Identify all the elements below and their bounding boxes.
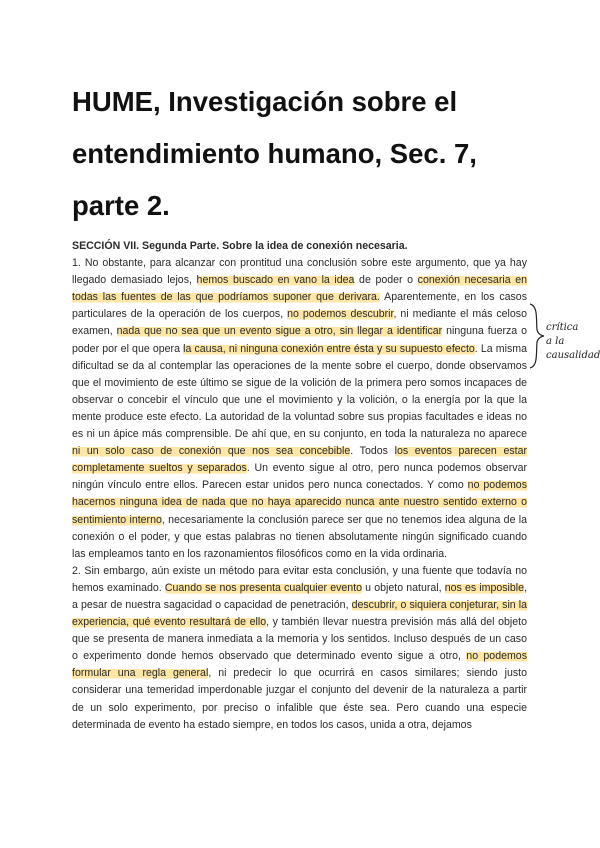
document-body xyxy=(72,238,527,734)
margin-note-line-3: causalidad xyxy=(546,350,600,361)
highlighted-text: no podemos formular una regla general xyxy=(72,650,527,680)
text-segment: , ni mediante el más celoso examen, xyxy=(72,308,527,338)
highlighted-text: Cuando se nos presenta cualquier evento xyxy=(164,581,363,594)
text-segment: , a pesar de nuestra sagacidad o capacidad de penetración, xyxy=(72,581,528,611)
highlighted-text: hemos buscado en vano la idea xyxy=(196,274,355,287)
text-segment: . La misma dificultad se da al contemplar las operaciones de la mente sobre el cuerpo, donde observamos que el movimiento de este último se sigue de la volición de la primera pero somos incapaces de observar o concebir el vínculo que une el movimiento y la volición, o la energía por la que la mente produce este efecto. La autoridad de la voluntad sobre sus propias facultades e ideas no es ni un ápice más comprensible. De ahí que, en su conjunto, en toda la naturaleza no aparece xyxy=(72,342,527,441)
margin-note-line-1: crítica xyxy=(546,322,579,333)
highlighted-text: descubrir, o siquiera conjeturar, sin la experiencia, qué evento resultará de ello xyxy=(72,598,527,629)
text-segment: . Un evento sigue al otro, pero nunca podemos observar ningún vínculo entre ellos. Parecen estar unidos pero nunca conectados. Y como xyxy=(72,462,527,492)
highlighted-text: los eventos parecen estar completamente sueltos y separados xyxy=(72,445,527,475)
highlighted-text: ni un solo caso de conexión que nos sea concebible xyxy=(72,445,351,458)
highlighted-text: la causa, ni ninguna conexión entre ésta y su supuesto efecto xyxy=(183,342,475,355)
text-segment: Aparentemente, en los casos particulares de la operación de los cuerpos, xyxy=(72,291,527,321)
highlighted-text: conexión necesaria en todas las fuentes de las que podríamos suponer que derivara. xyxy=(72,274,527,304)
highlighted-text: no podemos hacernos ninguna idea de nada que no haya aparecido nunca ante nuestro sentido externo o sentimiento interno xyxy=(72,479,527,526)
paragraph xyxy=(72,563,527,734)
text-segment: , necesariamente la conclusión parece ser que no tenemos idea alguna de la conexión o el poder, y que estas palabras no tienen absolutamente ningún significado cuando las empleamos tanto en los razonamientos filosóficos como en la vida ordinaria. xyxy=(72,513,527,560)
section-heading: SECCIÓN VII. Segunda Parte. Sobre la idea de conexión necesaria. xyxy=(72,240,408,252)
highlighted-text: nada que no sea que un evento sigue a otro, sin llegar a identificar xyxy=(116,325,443,338)
highlighted-text: no podemos descubrir xyxy=(287,308,394,321)
text-segment: de poder o xyxy=(354,274,418,287)
highlighted-text: nos es imposible xyxy=(444,581,525,594)
handwritten-margin-note xyxy=(528,300,600,372)
text-segment: ninguna fuerza o poder por el que opera xyxy=(72,325,528,355)
text-segment: . Todos xyxy=(350,445,395,458)
margin-note-line-2: a la xyxy=(546,336,565,347)
text-segment: , ni predecir lo que ocurrirá en casos similares; siendo justo considerar una temeridad imperdonable juzgar el conjunto del devenir de la naturaleza a partir de un solo experimento, por preciso o infalible que éste sea. Pero cuando una especie determinada de evento ha estado siempre, en todos los casos, unida a otra, dejamos xyxy=(72,667,527,731)
text-segment: u objeto natural, xyxy=(362,581,445,594)
paragraph xyxy=(72,255,527,563)
text-segment: , y también llevar nuestra previsión más allá del objeto que se presenta de manera inmediata a la memoria y los sentidos. Incluso después de un caso o experimento donde hemos observado que determinado evento sigue a otro, xyxy=(72,616,527,663)
text-segment: 1. No obstante, para alcanzar con prontitud una conclusión sobre este argumento, que ya hay llegado demasiado lejos, xyxy=(72,257,527,287)
text-segment: 2. Sin embargo, aún existe un método para evitar esta conclusión, y una fuente que todavía no hemos examinado. xyxy=(72,564,527,594)
brace-icon xyxy=(528,300,548,372)
paragraphs xyxy=(72,255,527,734)
page-title: HUME, Investigación sobre el entendimiento humano, Sec. 7, parte 2. xyxy=(72,86,477,221)
